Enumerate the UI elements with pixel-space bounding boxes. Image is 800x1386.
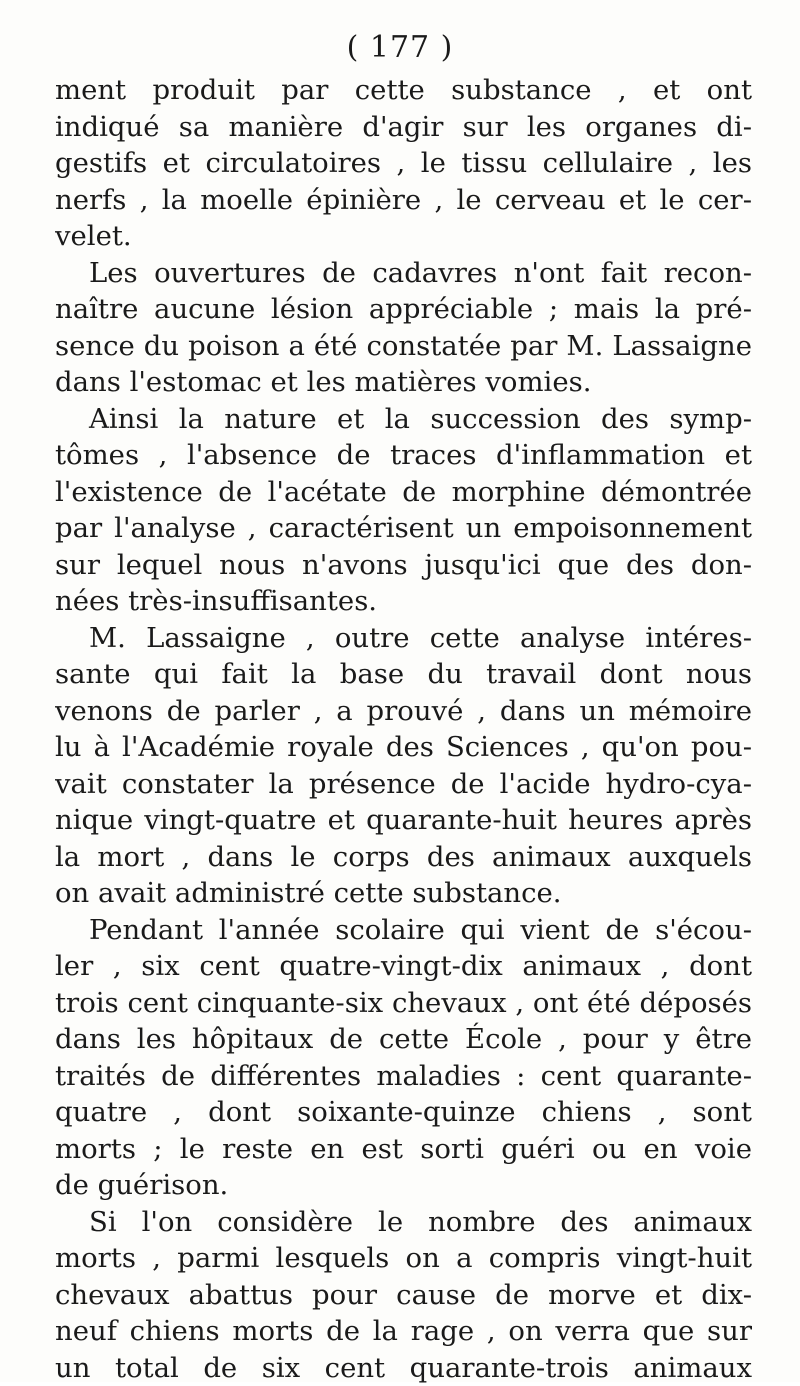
text-line: Si l'on considère le nombre des animaux: [55, 1204, 752, 1241]
text-line: de guérison.: [55, 1167, 752, 1204]
text-line: vait constater la présence de l'acide hydro-cya-: [55, 766, 752, 803]
text-line: Pendant l'année scolaire qui vient de s'écou-: [55, 912, 752, 949]
text-line: sante qui fait la base du travail dont nous: [55, 656, 752, 693]
text-line: morts ; le reste en est sorti guéri ou en voie: [55, 1131, 752, 1168]
text-line: nerfs , la moelle épinière , le cerveau et le cer-: [55, 182, 752, 219]
page-number: ( 177 ): [0, 28, 800, 68]
text-line: dans les hôpitaux de cette École , pour y être: [55, 1021, 752, 1058]
text-line: naître aucune lésion appréciable ; mais la pré-: [55, 291, 752, 328]
paragraph: [55, 255, 752, 401]
paragraph: [55, 620, 752, 912]
text-line: chevaux abattus pour cause de morve et dix-: [55, 1277, 752, 1314]
text-line: lu à l'Académie royale des Sciences , qu'on pou-: [55, 729, 752, 766]
paragraph: [55, 912, 752, 1204]
paragraph: [55, 401, 752, 620]
text-line: sence du poison a été constatée par M. Lassaigne: [55, 328, 752, 365]
text-line: dans l'estomac et les matières vomies.: [55, 364, 752, 401]
text-line: quatre , dont soixante-quinze chiens , sont: [55, 1094, 752, 1131]
text-line: la mort , dans le corps des animaux auxquels: [55, 839, 752, 876]
text-line: tômes , l'absence de traces d'inflammation et: [55, 437, 752, 474]
text-line: neuf chiens morts de la rage , on verra que sur: [55, 1313, 752, 1350]
text-line: morts , parmi lesquels on a compris vingt-huit: [55, 1240, 752, 1277]
text-line: M. Lassaigne , outre cette analyse intéres-: [55, 620, 752, 657]
paragraph: [55, 72, 752, 255]
text-line: traités de différentes maladies : cent quarante-: [55, 1058, 752, 1095]
text-line: venons de parler , a prouvé , dans un mémoire: [55, 693, 752, 730]
text-line: ment produit par cette substance , et ont: [55, 72, 752, 109]
text-line: gestifs et circulatoires , le tissu cellulaire , les: [55, 145, 752, 182]
text-line: velet.: [55, 218, 752, 255]
text-line: nique vingt-quatre et quarante-huit heures après: [55, 802, 752, 839]
text-line: nées très-insuffisantes.: [55, 583, 752, 620]
paragraph: [55, 1204, 752, 1386]
body-text: [55, 72, 752, 1386]
text-line: par l'analyse , caractérisent un empoisonnement: [55, 510, 752, 547]
text-line: l'existence de l'acétate de morphine démontrée: [55, 474, 752, 511]
text-line: un total de six cent quarante-trois animaux: [55, 1350, 752, 1386]
text-line: ler , six cent quatre-vingt-dix animaux , dont: [55, 948, 752, 985]
text-line: on avait administré cette substance.: [55, 875, 752, 912]
text-line: Ainsi la nature et la succession des symp-: [55, 401, 752, 438]
text-line: indiqué sa manière d'agir sur les organes di-: [55, 109, 752, 146]
text-line: sur lequel nous n'avons jusqu'ici que des don-: [55, 547, 752, 584]
text-line: Les ouvertures de cadavres n'ont fait recon-: [55, 255, 752, 292]
text-line: trois cent cinquante-six chevaux , ont été déposés: [55, 985, 752, 1022]
